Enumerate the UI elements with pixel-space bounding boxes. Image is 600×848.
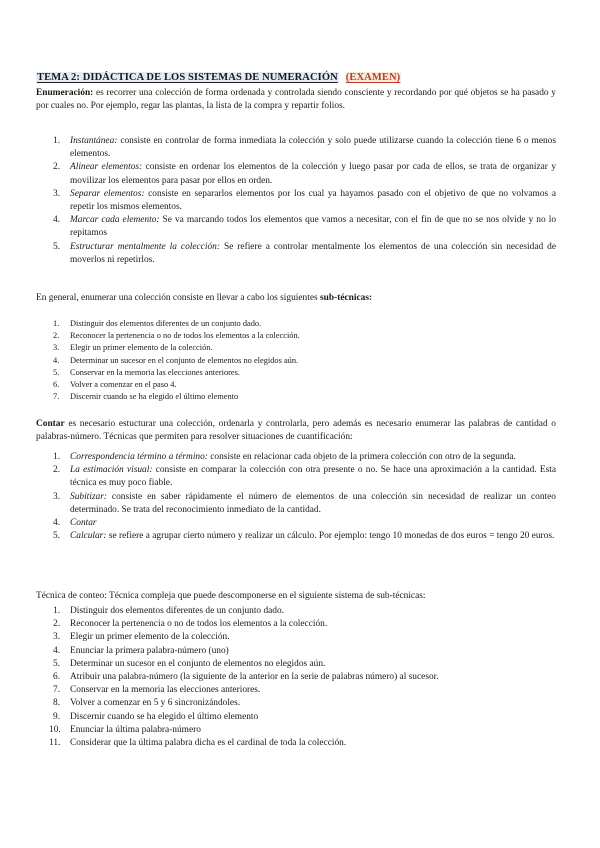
list-text: Enunciar la primera palabra-número (uno) <box>70 645 229 656</box>
list-item <box>36 671 556 684</box>
list-text: Discernir cuando se ha elegido el último elemento <box>70 711 259 722</box>
list-item <box>36 530 556 543</box>
page-title <box>36 72 401 83</box>
list-text: Volver a comenzar en el paso 4. <box>70 380 177 390</box>
contar-paragraph <box>36 418 556 444</box>
list-text: Atribuir una palabra-número (la siguiente de la anterior en la serie de palabras número) al sucesor. <box>70 672 439 683</box>
list-text: Discernir cuando se ha elegido el último elemento <box>70 392 239 402</box>
list-term: La estimación visual: <box>70 465 153 476</box>
conteo-techniques-list <box>36 605 556 750</box>
list-item <box>36 161 556 187</box>
contar-techniques-list <box>36 451 556 543</box>
list-number: 2. <box>53 162 61 173</box>
list-text: consiste en separarlos elementos por los cual ya hayamos pasado con el objetivo de que no volvamos a repetir los mismos elementos. <box>70 188 556 213</box>
list-item <box>36 605 556 618</box>
list-number: 8. <box>53 698 61 709</box>
list-item <box>36 711 556 724</box>
list-number: 5. <box>53 367 60 377</box>
list-number: 1. <box>53 452 61 462</box>
list-item <box>36 342 556 354</box>
list-number: 3. <box>53 491 61 502</box>
list-item <box>36 618 556 631</box>
list-text: consiste en ordenar los elementos de la colección y luego pasar por cada de ellos, se trata de organizar y movilizar los elementos para pasar por ellos en orden. <box>70 162 557 186</box>
list-number: 1. <box>53 319 60 328</box>
list-number: 3. <box>53 632 61 643</box>
list-text: consiste en relacionar cada objeto de la primera colección con otro de la segunda. <box>207 452 516 462</box>
list-number: 9. <box>53 711 61 722</box>
list-term: Instantánea: <box>70 136 118 146</box>
contar-term: Contar <box>36 419 65 429</box>
list-item <box>36 724 556 737</box>
list-item <box>36 658 556 671</box>
list-number: 11. <box>49 738 61 749</box>
conteo-text: Técnica de conteo: Técnica compleja que puede descomponerse en el siguiente sistema de sub-técnicas: <box>36 591 426 601</box>
list-number: 1. <box>53 136 61 146</box>
list-text: Elegir un primer elemento de la colección. <box>70 343 213 353</box>
list-text: Determinar un sucesor en el conjunto de elementos no elegidos aún. <box>70 658 326 669</box>
list-term: Subitizar: <box>70 491 107 502</box>
enumeracion-text: es recorrer una colección de forma ordenada y controlada siendo consciente y recordando por qué objetos se ha pasado y por cuales no. Por ejemplo, regar las plantas, la lista de la compra y repartir folios. <box>36 88 556 112</box>
list-number: 4. <box>53 518 61 529</box>
list-number: 10. <box>49 724 61 735</box>
list-number: 5. <box>53 531 61 542</box>
list-text: se refiere a agrupar cierto número y realizar un cálculo. Por ejemplo: tengo 10 monedas de dos euros = tengo 20 euros. <box>106 531 555 542</box>
list-item <box>36 318 556 330</box>
list-item <box>36 517 556 530</box>
conteo-paragraph <box>36 590 556 603</box>
general-text: En general, enumerar una colección consiste en llevar a cabo los siguientes <box>36 293 321 303</box>
list-text: Elegir un primer elemento de la colección. <box>70 632 230 643</box>
list-item <box>36 464 556 490</box>
list-item <box>36 737 556 750</box>
list-item <box>36 241 556 267</box>
enumeracion-paragraph <box>36 87 556 113</box>
list-text: Se va marcando todos los elementos que vamos a necesitar, con el fin de que no se nos olvide y no lo repitamos <box>70 215 557 239</box>
list-number: 3. <box>53 188 61 199</box>
list-text: Enunciar la última palabra-número <box>70 724 201 735</box>
title-main: TEMA 2: DIDÁCTICA DE LOS SISTEMAS DE NUMERACIÓN <box>37 72 338 83</box>
list-item <box>36 391 556 403</box>
list-number: 2. <box>53 619 61 630</box>
list-term: Calcular: <box>70 531 107 542</box>
list-text: Se refiere a controlar mentalmente los elementos de una colección sin necesidad de moverlos ni repetirlos. <box>70 241 557 265</box>
enumeracion-term: Enumeración: <box>36 88 94 98</box>
list-number: 4. <box>53 355 60 365</box>
list-item <box>36 631 556 644</box>
list-item <box>36 355 556 367</box>
list-item <box>36 367 556 379</box>
list-number: 7. <box>53 685 61 696</box>
list-text: Conservar en la memoria las elecciones anteriores. <box>70 685 261 696</box>
list-text: Conservar en la memoria las elecciones anteriores. <box>70 367 240 377</box>
list-item <box>36 491 556 517</box>
list-number: 3. <box>53 343 60 353</box>
list-text: consiste en controlar de forma inmediata la colección y solo puede utilizarse cuando la colección tiene 6 o menos elementos. <box>70 136 556 160</box>
list-text: consiste en comparar la colección con otra presente o no. Se hace una aproximación a la cantidad. Esta técnica es muy poco fiable. <box>70 465 556 489</box>
list-item <box>36 451 556 464</box>
list-number: 5. <box>53 241 61 252</box>
list-number: 6. <box>53 672 61 683</box>
list-text: Distinguir dos elementos diferentes de un conjunto dado. <box>70 606 285 616</box>
list-number: 7. <box>53 392 60 402</box>
list-text: Reconocer la pertenencia o no de todos los elementos a la colección. <box>70 619 328 630</box>
list-term: Alinear elementos: <box>70 162 143 173</box>
enumeracion-techniques-list <box>36 135 556 267</box>
list-number: 6. <box>53 380 60 390</box>
list-number: 5. <box>53 658 61 669</box>
list-item <box>36 697 556 710</box>
list-item <box>36 684 556 697</box>
contar-text: es necesario estucturar una colección, ordenarla y controlarla, pero además es necesario enumerar las palabras de cantidad o palabras-número. Técnicas que permiten para resolver situaciones de cuantificación: <box>36 419 556 443</box>
list-term: Separar elementos: <box>70 188 145 199</box>
list-item <box>36 188 556 214</box>
list-text: Determinar un sucesor en el conjunto de elementos no elegidos aún. <box>70 355 299 365</box>
list-number: 1. <box>53 606 61 616</box>
list-number: 2. <box>53 331 60 341</box>
list-term: Marcar cada elemento: <box>70 215 160 226</box>
list-item <box>36 645 556 658</box>
list-text: Considerar que la última palabra dicha es el cardinal de toda la colección. <box>70 738 347 749</box>
list-term: Estructurar mentalmente la colección: <box>70 241 220 252</box>
list-item <box>36 330 556 342</box>
list-number: 4. <box>53 215 61 226</box>
list-item <box>36 214 556 240</box>
list-item <box>36 135 556 161</box>
list-text: consiste en saber rápidamente el número de elementos de una colección sin necesidad de realizar un conteo determinado. Se trata del reconocimiento inmediato de la cantidad. <box>70 491 556 515</box>
title-exam-tag: (EXAMEN) <box>345 72 401 83</box>
list-text: Volver a comenzar en 5 y 6 sincronizándoles. <box>70 698 241 709</box>
list-text: Reconocer la pertenencia o no de todos los elementos a la colección. <box>70 331 300 341</box>
list-number: 4. <box>53 645 61 656</box>
list-term: Correspondencia término a término: <box>70 452 208 462</box>
list-text: Distinguir dos elementos diferentes de un conjunto dado. <box>70 319 262 328</box>
list-number: 2. <box>53 465 61 476</box>
general-paragraph <box>36 292 556 305</box>
general-bold: sub-técnicas: <box>320 293 373 303</box>
sub-techniques-list <box>36 318 556 403</box>
list-item <box>36 379 556 391</box>
list-term: Contar <box>70 518 97 529</box>
